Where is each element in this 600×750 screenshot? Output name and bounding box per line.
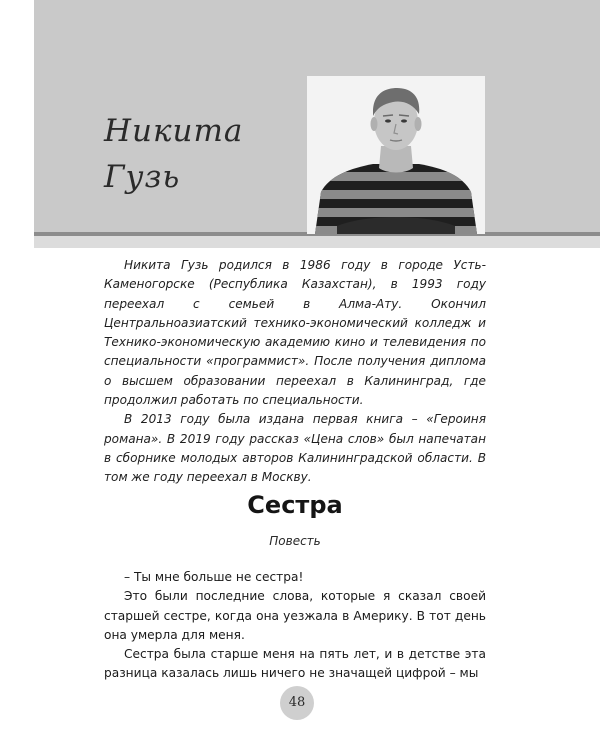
author-first-name: Никита — [104, 113, 244, 149]
story-paragraph: – Ты мне больше не сестра! — [124, 570, 304, 584]
bio-paragraph: В 2013 году была издана первая книга – «Героиня романа». В 2019 году рассказ «Цена слов» был напечатан в сборнике молодых авторов Калининградской области. В том же году переехал в Москву. — [104, 412, 486, 485]
author-bio — [104, 256, 486, 488]
author-photo — [307, 76, 485, 234]
page-number: 48 — [280, 686, 314, 720]
header-divider — [34, 232, 600, 248]
author-last-name: Гузь — [104, 159, 181, 195]
story-title: Сестра — [247, 491, 343, 519]
author-name — [104, 108, 243, 200]
story-paragraph: Это были последние слова, которые я сказал своей старшей сестре, когда она уезжала в Америку. В тот день она умерла для меня. — [104, 589, 486, 642]
story-paragraph: Сестра была старше меня на пять лет, и в детстве эта разница казалась лишь ничего не значащей цифрой – мы — [104, 647, 486, 681]
story-body — [104, 568, 486, 684]
bio-paragraph: Никита Гузь родился в 1986 году в городе Усть-Каменогорске (Республика Казахстан), в 1993 году переехал с семьей в Алма-Ату. Окончил Центральноазиатский технико-экономический колледж и Технико-экономическую академию кино и телевидения по специальности «программист». После получения диплома о высшем образовании переехал в Калининград, где продолжил работать по специальности. — [104, 258, 486, 408]
story-subtitle: Повесть — [269, 534, 321, 548]
